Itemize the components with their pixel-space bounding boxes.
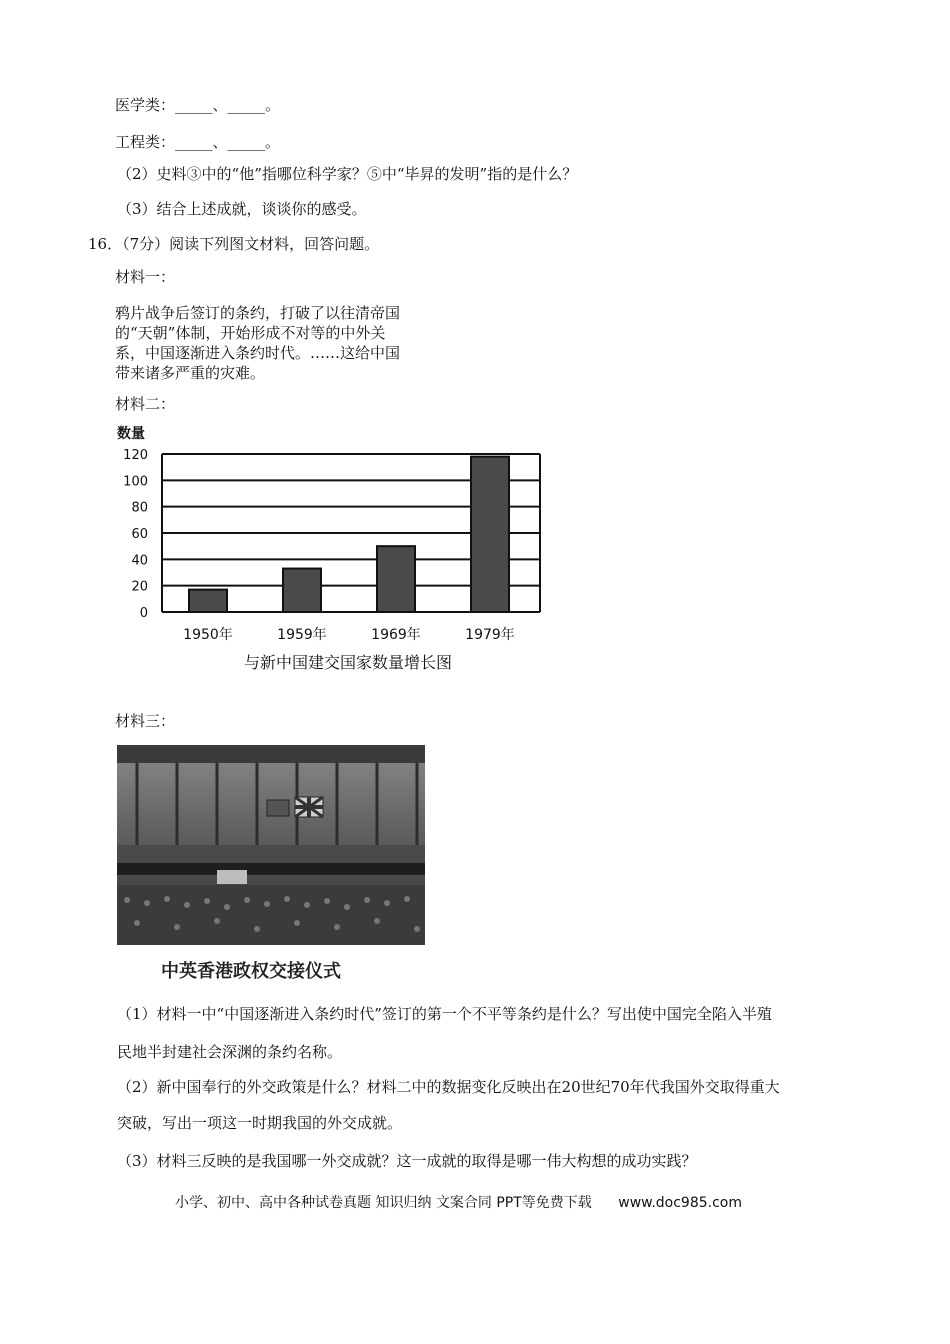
- bar-chart: [112, 424, 552, 674]
- material-1-line: 的“天朝”体制，开始形成不对等的中外关: [115, 324, 386, 342]
- y-tick-label: 40: [131, 553, 148, 569]
- bar: [189, 590, 227, 612]
- question-16-header: 16．（7分）阅读下列图文材料，回答问题。: [88, 235, 380, 253]
- material-1-line: 带来诸多严重的灾难。: [115, 364, 266, 382]
- footer: [175, 1192, 742, 1212]
- y-tick-label: 20: [131, 579, 148, 595]
- y-tick-label: 120: [123, 448, 148, 463]
- material-1-line: 鸦片战争后签订的条约，打破了以往清帝国: [115, 304, 401, 322]
- x-tick-label: 1969年: [371, 627, 421, 643]
- sub-question-1a: （1）材料一中“中国逐渐进入条约时代”签订的第一个不平等条约是什么？写出使中国完全陷入半殖: [117, 1005, 772, 1023]
- material-1-text: [115, 303, 440, 383]
- bar: [471, 457, 509, 612]
- question-2: （2）史料③中的“他”指哪位科学家？⑤中“毕昇的发明”指的是什么？: [117, 165, 578, 183]
- y-tick-label: 0: [139, 606, 148, 621]
- sub-question-2a: （2）新中国奉行的外交政策是什么？材料二中的数据变化反映出在20世纪70年代我国外交取得重大: [117, 1078, 780, 1096]
- material-2-label: 材料二：: [115, 395, 176, 413]
- bar: [377, 546, 415, 612]
- y-axis-label: 数量: [117, 426, 145, 442]
- medicine-line: 医学类：_____、_____。: [115, 96, 281, 114]
- bar: [283, 569, 321, 612]
- material-3-label: 材料三：: [115, 712, 176, 730]
- photo-caption: 中英香港政权交接仪式: [161, 961, 341, 982]
- material-1-label: 材料一：: [115, 268, 176, 286]
- x-tick-label: 1979年: [465, 627, 515, 643]
- material-1-line: 系，中国逐渐进入条约时代。……这给中国: [115, 344, 401, 362]
- chart-title: 与新中国建交国家数量增长图: [243, 653, 453, 672]
- question-3: （3）结合上述成就，谈谈你的感受。: [117, 200, 367, 218]
- y-tick-label: 100: [123, 474, 148, 490]
- x-tick-label: 1950年: [183, 627, 233, 643]
- handover-ceremony-photo: [117, 745, 425, 945]
- footer-url[interactable]: www.doc985.com: [618, 1195, 742, 1211]
- y-tick-label: 80: [131, 500, 148, 516]
- footer-text: 小学、初中、高中各种试卷真题 知识归纳 文案合同 PPT等免费下载: [175, 1195, 592, 1211]
- sub-question-2b: 突破，写出一项这一时期我国的外交成就。: [117, 1114, 403, 1132]
- engineering-line: 工程类：_____、_____。: [115, 133, 281, 151]
- sub-question-3: （3）材料三反映的是我国哪一外交成就？这一成就的取得是哪一伟大构想的成功实践？: [117, 1152, 697, 1170]
- bar-chart-svg: [112, 424, 552, 674]
- y-tick-label: 60: [131, 527, 148, 542]
- x-tick-label: 1959年: [277, 627, 327, 643]
- sub-question-1b: 民地半封建社会深渊的条约名称。: [117, 1043, 343, 1061]
